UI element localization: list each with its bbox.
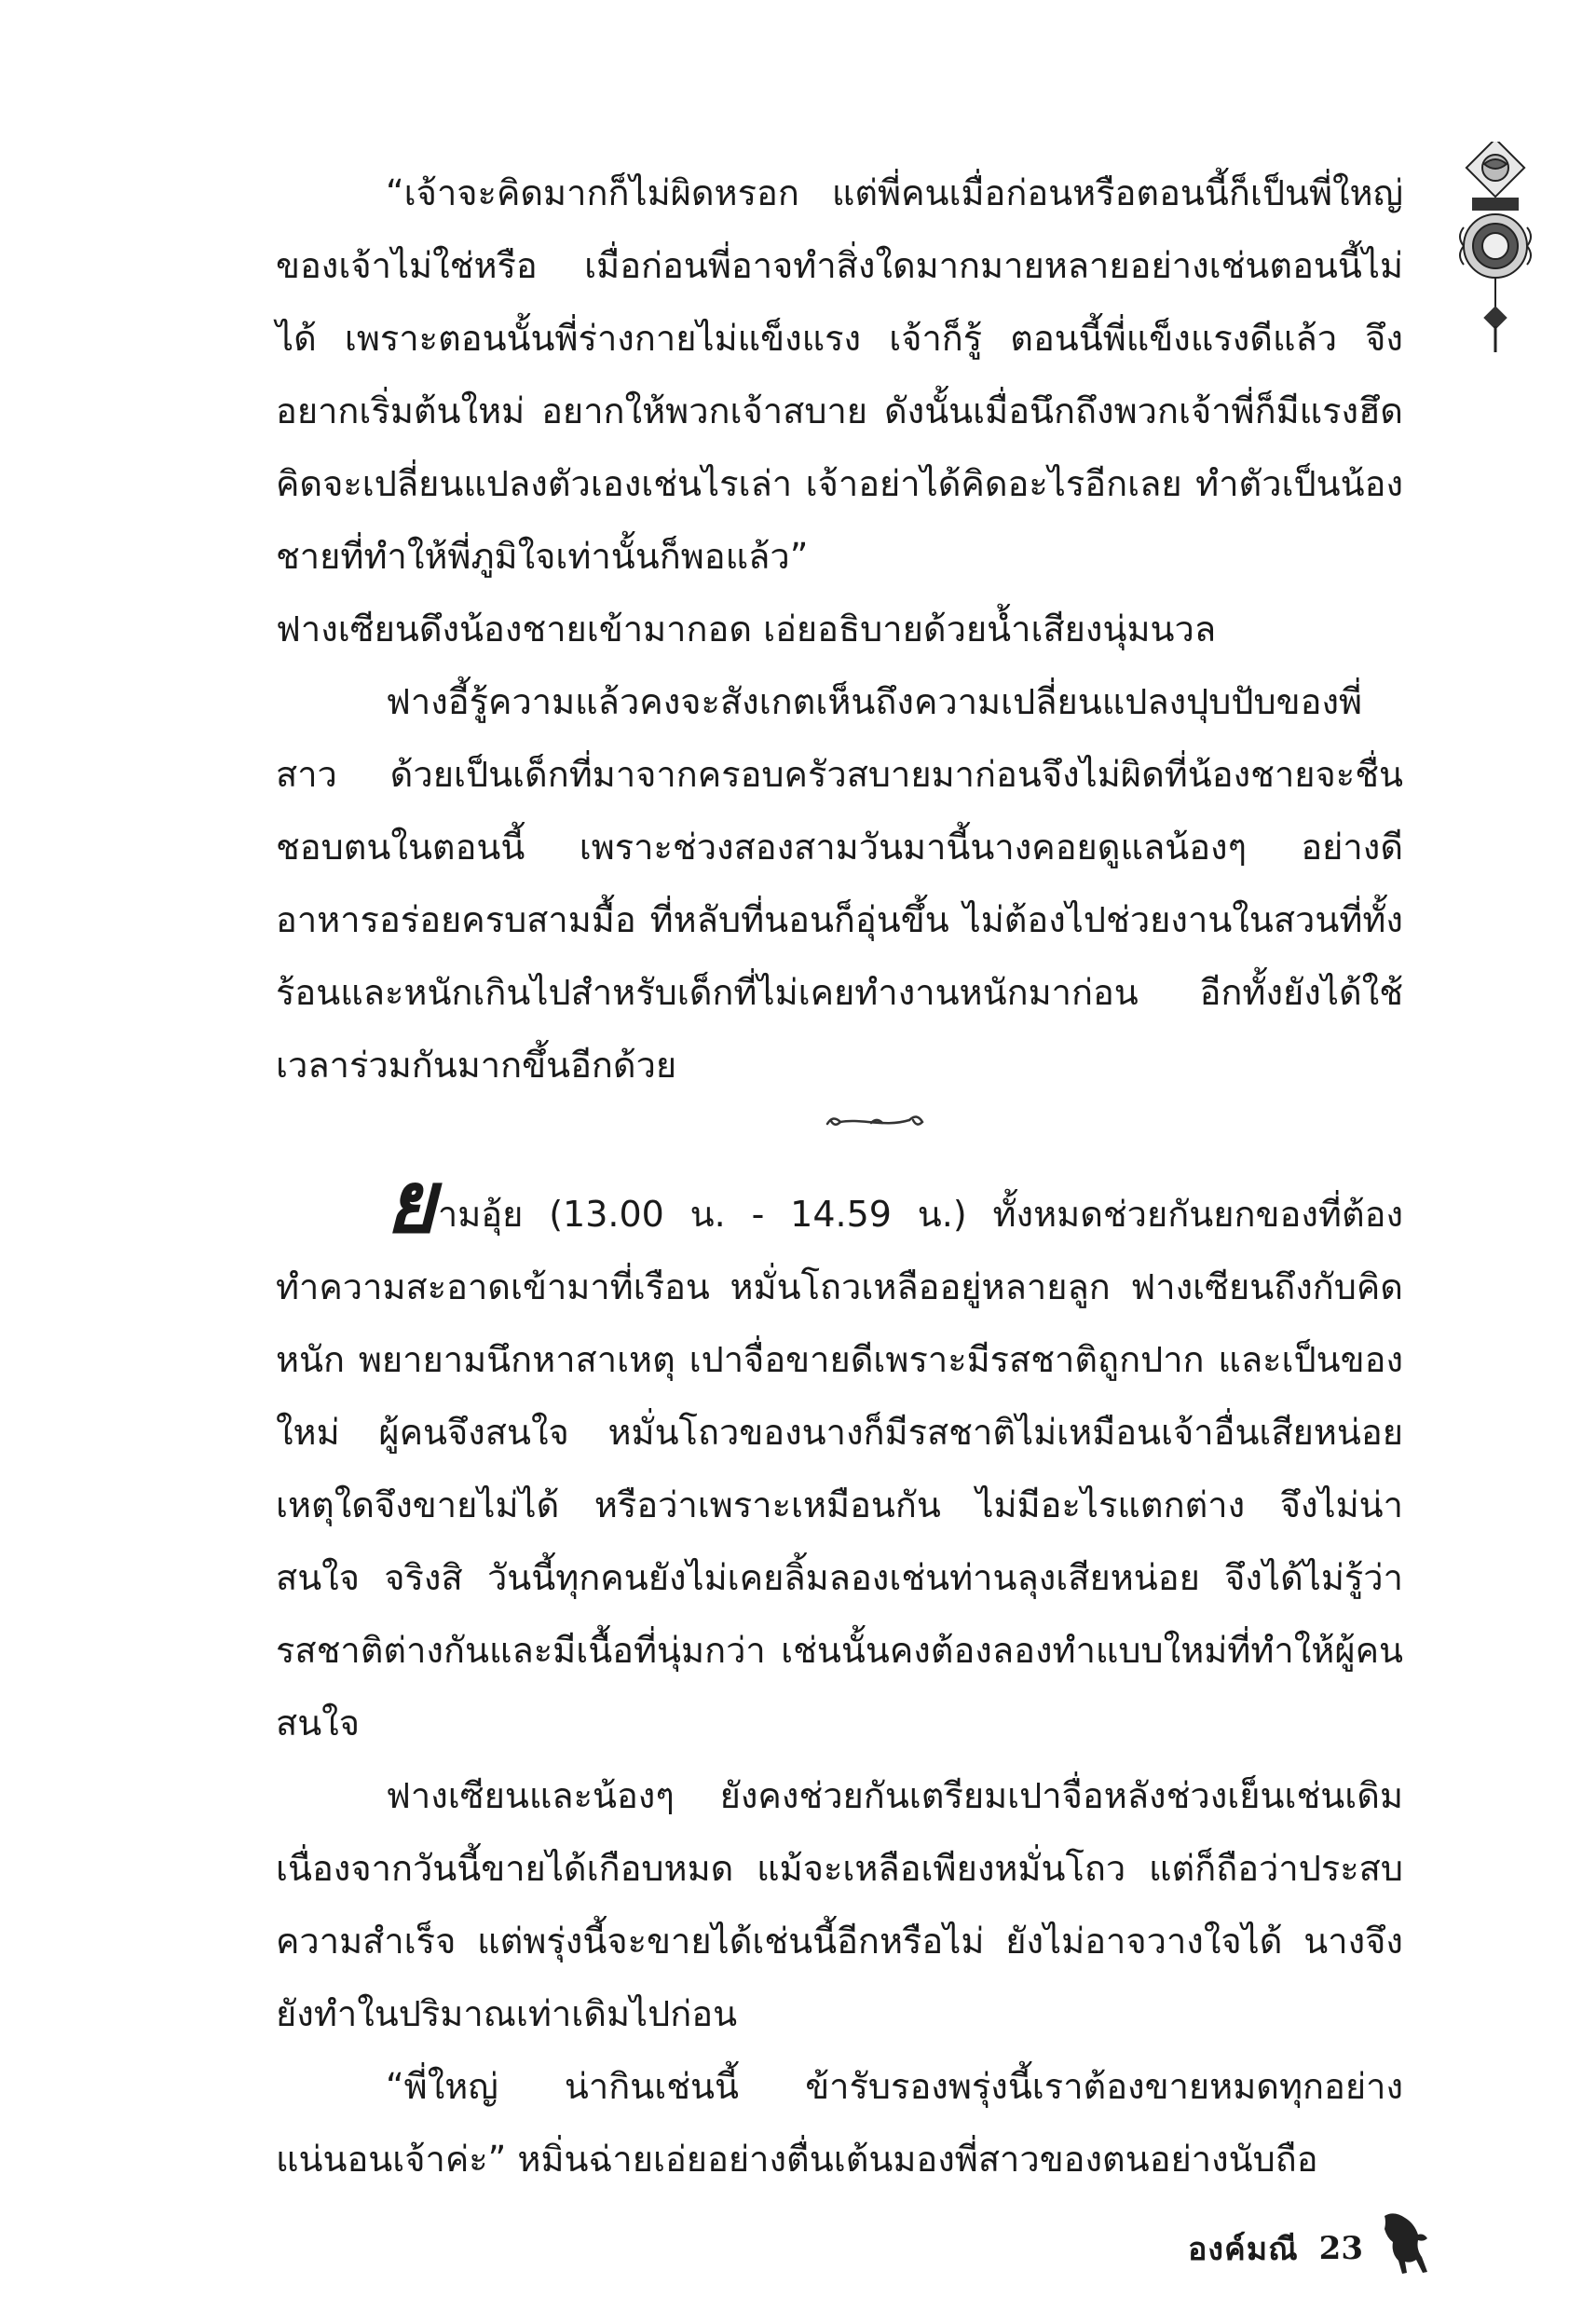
paragraph: “เจ้าจะคิดมากก็ไม่ผิดหรอก แต่พี่คนเมื่อก่อนหรือตอนนี้ก็เป็นพี่ใหญ่ของเจ้าไม่ใช่หรือ เมื่อก่อนพี่อาจทำสิ่งใดมากมายหลายอย่างเช่นตอนนี้ไม่ได้ เพราะตอนนั้นพี่ร่างกายไม่แข็งแรง เจ้าก็รู้ ตอนนี้พี่แข็งแรงดีแล้ว จึงอยากเริ่มต้นใหม่ อยากให้พวกเจ้าสบาย ดังนั้นเมื่อนึกถึงพวกเจ้าพี่ก็มีแรงฮึดคิดจะเปลี่ยนแปลงตัวเองเช่นไรเล่า เจ้าอย่าได้คิดอะไรอีกเลย ทำตัวเป็นน้องชายที่ทำให้พี่ภูมิใจเท่านั้นก็พอแล้ว” — [276, 172, 1403, 577]
paragraph: ฟางเซียนและน้องๆ ยังคงช่วยกันเตรียมเปาจื่อหลังช่วงเย็นเช่นเดิม เนื่องจากวันนี้ขายได้เกือบหมด แม้จะเหลือเพียงหมั่นโถว แต่ก็ถือว่าประสบความสำเร็จ แต่พรุ่งนี้จะขายได้เช่นนี้อีกหรือไม่ ยังไม่อาจวางใจได้ นางจึงยังทำในปริมาณเท่าเดิมไปก่อน — [276, 1775, 1403, 2034]
page-footer — [1188, 2223, 1363, 2274]
emblem-icon — [1453, 142, 1537, 356]
book-title: องค์มณี — [1187, 2231, 1299, 2268]
ornament-divider-icon — [820, 1105, 932, 1137]
paragraph: ฟางเซียนดึงน้องชายเข้ามากอด เอ่ยอธิบายด้วยน้ำเสียงนุ่มนวล — [276, 609, 1217, 650]
paragraph — [276, 1152, 1403, 1759]
paragraph: ฟางอี้รู้ความแล้วคงจะสังเกตเห็นถึงความเปลี่ยนแปลงปุบปับของพี่สาว ด้วยเป็นเด็กที่มาจากครอบครัวสบายมาก่อนจึงไม่ผิดที่น้องชายจะชื่นชอบตนในตอนนี้ เพราะช่วงสองสามวันมานี้นางคอยดูแลน้องๆ อย่างดี อาหารอร่อยครบสามมื้อ ที่หลับที่นอนก็อุ่นขึ้น ไม่ต้องไปช่วยงานในสวนที่ทั้งร้อนและหนักเกินไปสำหรับเด็กที่ไม่เคยทำงานหนักมาก่อน อีกทั้งยังได้ใช้เวลาร่วมกันมากขึ้นอีกด้วย — [276, 681, 1403, 1086]
drop-cap: ย — [386, 1152, 436, 1252]
horse-icon — [1375, 2210, 1437, 2277]
section-1 — [276, 157, 1403, 1101]
page-number: 23 — [1318, 2230, 1363, 2267]
paragraph: “พี่ใหญ่ น่ากินเช่นนี้ ข้ารับรองพรุ่งนี้เราต้องขายหมดทุกอย่างแน่นอนเจ้าค่ะ” หมิ่นฉ่ายเอ่ยอย่างตื่นเต้นมองพี่สาวของตนอย่างนับถือ — [276, 2066, 1403, 2180]
section-2 — [276, 1152, 1403, 2195]
paragraph-text: ามอุ้ย (13.00 น. - 14.59 น.) ทั้งหมดช่วยกันยกของที่ต้องทำความสะอาดเข้ามาที่เรือน หมั่นโถวเหลืออยู่หลายลูก ฟางเซียนถึงกับคิดหนัก พยายามนึกหาสาเหตุ เปาจื่อขายดีเพราะมีรสชาติถูกปาก และเป็นของใหม่ ผู้คนจึงสนใจ หมั่นโถวของนางก็มีรสชาติไม่เหมือนเจ้าอื่นเสียหน่อย เหตุใดจึงขายไม่ได้ หรือว่าเพราะเหมือนกัน ไม่มีอะไรแตกต่าง จึงไม่น่าสนใจ จริงสิ วันนี้ทุกคนยังไม่เคยลิ้มลองเช่นท่านลุงเสียหน่อย จึงได้ไม่รู้ว่ารสชาติต่างกันและมีเนื้อที่นุ่มกว่า เช่นนั้นคงต้องลองทำแบบใหม่ที่ทำให้ผู้คนสนใจ — [276, 1194, 1403, 1744]
